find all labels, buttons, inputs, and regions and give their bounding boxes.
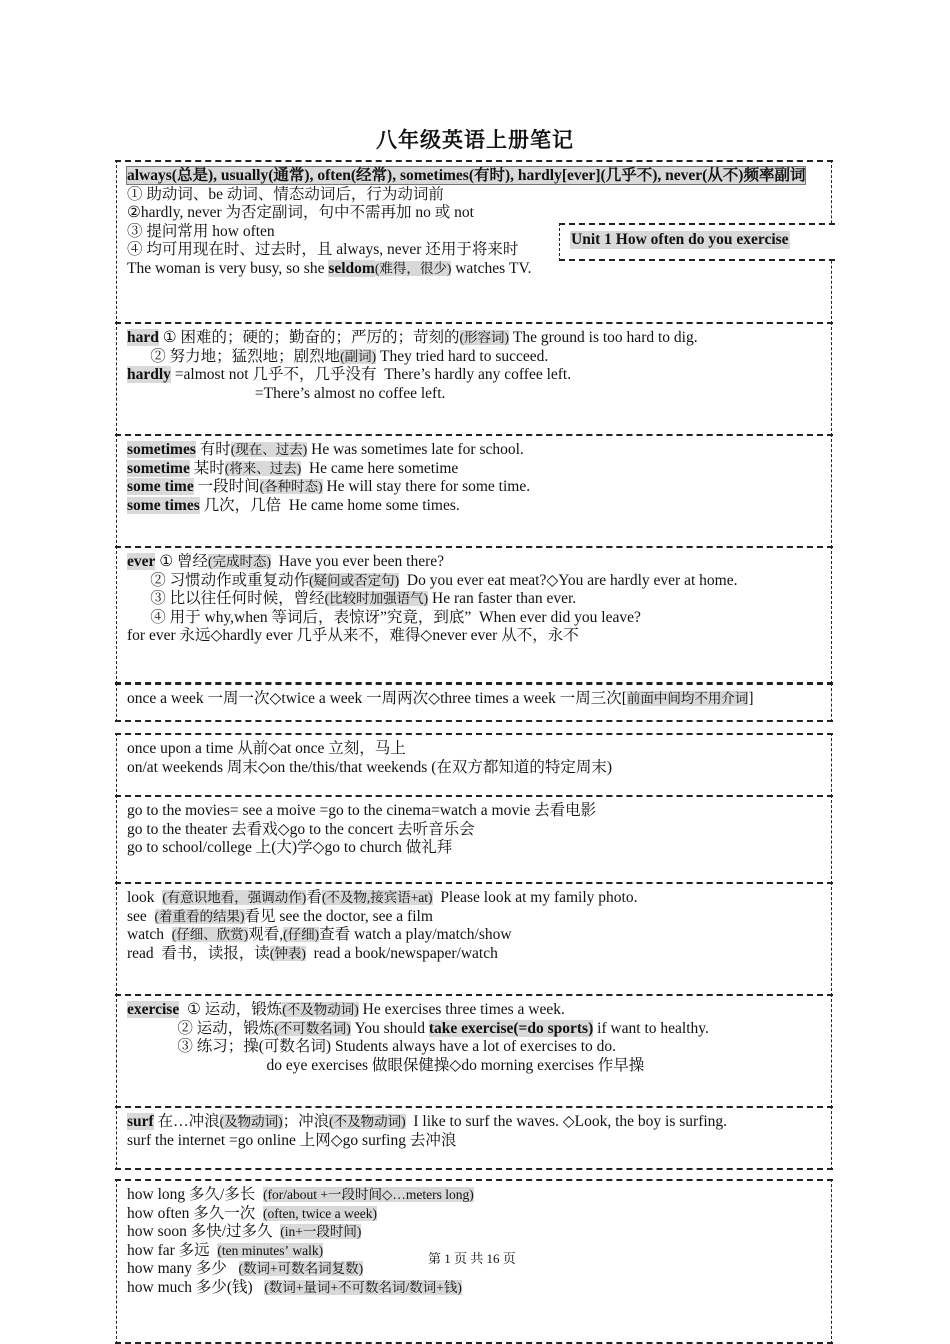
note-text: ③ 提问常用 how often xyxy=(127,222,275,240)
note-text: 观看, xyxy=(248,926,284,944)
note-line xyxy=(127,460,825,479)
note-text: on/at weekends 周末◇on the/this/that weekends (在双方都知道的特定周末) xyxy=(127,758,613,776)
note-line xyxy=(127,1223,825,1242)
note-text: ] xyxy=(748,690,754,707)
note-text: 某时 xyxy=(189,459,225,477)
note-line xyxy=(127,839,825,858)
highlighted-text: (着重看的结果) xyxy=(154,908,245,924)
unit-heading-box xyxy=(559,223,835,261)
highlighted-text: (完成时态) xyxy=(208,554,272,569)
note-text: Have you ever been there? xyxy=(271,553,445,570)
note-line xyxy=(127,609,825,628)
highlighted-text: (=do sports) xyxy=(513,1019,594,1037)
note-text: for ever 永远◇hardly ever 几乎从来不，难得◇never ever 从不，永不 xyxy=(127,627,579,645)
note-box-sometimes xyxy=(116,434,832,548)
note-text: look xyxy=(127,889,163,906)
note-line xyxy=(127,926,825,945)
highlighted-text: (仔细、欣赏) xyxy=(171,927,249,943)
note-text: ② 努力地；猛烈地；剧烈地 xyxy=(127,347,341,365)
note-line xyxy=(127,1057,825,1076)
note-text: go to the movies= see a moive =go to the cinema=watch a movie 去看电影 xyxy=(127,802,597,819)
highlighted-text: (副词) xyxy=(340,348,377,364)
note-line xyxy=(127,590,825,609)
note-text: 看见 see the doctor, see a film xyxy=(244,907,433,925)
highlighted-text: (不及物,接宾语+at) xyxy=(321,890,433,905)
note-line xyxy=(127,889,825,908)
note-text: ④ 用于 why,when 等词后，表惊讶”究竟，到底” When ever did you leave? xyxy=(127,608,641,626)
note-text: 有时 xyxy=(195,441,231,458)
note-line xyxy=(127,572,825,591)
note-line xyxy=(127,821,825,840)
note-text: go to the theater 去看戏◇go to the concert 去听音乐会 xyxy=(127,820,475,838)
highlighted-text: (有意识地看，强调动作) xyxy=(162,890,307,905)
note-text: once a week 一周一次◇twice a week 一周两次◇three times a week 一周三次[ xyxy=(127,690,627,707)
note-line xyxy=(127,186,825,205)
note-line xyxy=(127,1038,825,1057)
highlighted-text: (ten minutes’ walk) xyxy=(217,1242,324,1258)
highlighted-text: (数词+可数名词复数) xyxy=(238,1261,364,1277)
note-text: He ran faster than ever. xyxy=(428,590,577,608)
highlighted-text: sometimes xyxy=(127,441,196,458)
highlighted-text: (形容词) xyxy=(459,330,510,345)
note-box-ever xyxy=(116,546,832,684)
note-text: He came here sometime xyxy=(301,459,459,477)
highlighted-text: (各种时态) xyxy=(259,479,323,495)
note-text: He exercises three times a week. xyxy=(358,1001,565,1018)
note-line xyxy=(127,478,825,497)
highlighted-text: hardly xyxy=(127,366,171,384)
note-line xyxy=(127,167,825,186)
note-text: The woman is very busy, so she xyxy=(127,259,329,277)
note-line xyxy=(127,1113,825,1132)
note-text: ① 助动词、be 动词、情态动词后，行为动词前 xyxy=(127,185,444,203)
note-box-once-a-week xyxy=(116,683,832,722)
note-text: ②hardly, never 为否定副词，句中不需再加 no 或 not xyxy=(127,204,474,222)
note-text: The ground is too hard to dig. xyxy=(509,329,698,346)
note-text: how many 多少 xyxy=(127,1260,239,1278)
note-text: if want to healthy. xyxy=(593,1019,709,1037)
note-text: how often 多久一次 xyxy=(127,1204,264,1222)
note-text: go to school/college 上(大)学◇go to church 做礼拜 xyxy=(127,839,453,857)
highlighted-text: (疑问或否定句) xyxy=(309,572,400,588)
note-text: =almost not 几乎不，几乎没有 There’s hardly any coffee left. xyxy=(170,366,572,384)
note-text: 查看 watch a play/match/show xyxy=(319,926,512,944)
note-box-look-see-watch-read xyxy=(116,882,832,996)
note-box-once-upon-a-time xyxy=(116,733,832,797)
highlighted-text: (不及物动词) xyxy=(329,1114,406,1129)
highlighted-text: (数词+量词+不可数名词/数词+钱) xyxy=(264,1279,462,1295)
note-box-go-to xyxy=(116,795,832,884)
page-number: 第 1 页 共 16 页 xyxy=(428,1251,516,1266)
note-line xyxy=(127,553,825,572)
note-text: He will stay there for some time. xyxy=(322,478,531,496)
highlighted-text: hard xyxy=(127,329,159,346)
note-text: how much 多少(钱) xyxy=(127,1278,265,1296)
note-line xyxy=(127,1279,825,1298)
note-line xyxy=(127,1132,825,1151)
note-text: He was sometimes late for school. xyxy=(307,441,524,458)
note-text: =There’s almost no coffee left. xyxy=(127,384,446,402)
highlighted-text: (及物动词) xyxy=(219,1114,283,1129)
note-text: do eye exercises 做眼保健操◇do morning exercises 作早操 xyxy=(127,1056,645,1074)
note-text: 看 xyxy=(306,889,322,906)
note-text: how far 多远 xyxy=(127,1241,218,1259)
highlighted-text: some times xyxy=(127,496,200,514)
highlighted-text: take exercise xyxy=(428,1019,514,1037)
note-text: 在…冲浪 xyxy=(153,1113,220,1130)
highlighted-text: always(总是), usually(通常), often(经常), sometimes(有时), hardly[ever](几乎不), never(从不)频率副词 xyxy=(127,167,806,184)
highlighted-text: (将来、过去) xyxy=(224,460,302,476)
page-title: 八年级英语上册笔记 xyxy=(376,128,574,152)
note-line xyxy=(127,690,825,709)
note-text: They tried hard to succeed. xyxy=(376,347,549,365)
note-box-hard xyxy=(116,322,832,436)
highlighted-text: seldom xyxy=(328,259,375,277)
note-text: watch xyxy=(127,926,172,944)
highlighted-text: ever xyxy=(127,553,156,570)
highlighted-text: (often, twice a week) xyxy=(263,1205,377,1221)
note-text: ① 运动，锻炼 xyxy=(179,1001,283,1018)
note-line xyxy=(127,366,825,385)
note-text: ① 困难的；硬的；勤奋的；严厉的；苛刻的 xyxy=(158,329,460,346)
highlighted-text: (in+一段时间) xyxy=(280,1224,362,1240)
highlighted-text: (现在、过去) xyxy=(230,442,308,457)
note-text: how long 多久/多长 xyxy=(127,1186,264,1203)
note-text: ；冲浪 xyxy=(282,1113,330,1130)
note-text: ① 曾经 xyxy=(155,553,209,570)
note-text: see xyxy=(127,907,155,925)
note-line xyxy=(127,759,825,778)
note-line xyxy=(127,441,825,460)
note-line xyxy=(127,627,825,646)
note-line xyxy=(127,945,825,964)
note-line xyxy=(127,1205,825,1224)
note-line xyxy=(127,740,825,759)
note-text: ② 习惯动作或重复动作 xyxy=(127,571,310,589)
highlighted-text: some time xyxy=(127,478,194,496)
note-text: ③ 练习；操(可数名词) Students always have a lot of exercises to do. xyxy=(127,1038,617,1056)
note-line xyxy=(127,348,825,367)
note-line xyxy=(127,1186,825,1205)
note-text: read 看书，读报，读 xyxy=(127,944,270,962)
note-line xyxy=(127,802,825,821)
note-text: surf the internet =go online 上网◇go surfing 去冲浪 xyxy=(127,1131,457,1149)
note-line xyxy=(127,329,825,348)
highlighted-text: sometime xyxy=(127,459,190,477)
note-box-surf xyxy=(116,1106,832,1170)
highlighted-text: (比较时加强语气) xyxy=(324,591,429,607)
note-text: You should xyxy=(350,1019,429,1037)
note-text: ③ 比以往任何时候，曾经 xyxy=(127,590,325,608)
note-text: Do you ever eat meat?◇You are hardly ever at home. xyxy=(399,571,738,589)
note-line xyxy=(127,204,825,223)
note-text: read a book/newspaper/watch xyxy=(305,944,498,962)
note-line xyxy=(127,908,825,927)
note-line xyxy=(127,1020,825,1039)
highlighted-text: (钟表) xyxy=(269,945,306,961)
unit-heading: Unit 1 How often do you exercise xyxy=(571,231,789,248)
note-text: 一段时间 xyxy=(193,478,260,496)
note-box-exercise xyxy=(116,994,832,1108)
highlighted-text: surf xyxy=(127,1113,154,1130)
note-line xyxy=(127,260,825,279)
note-text: how soon 多快/过多久 xyxy=(127,1223,281,1241)
note-text: watches TV. xyxy=(451,259,532,277)
highlighted-text: (不及物动词) xyxy=(282,1002,359,1017)
highlighted-text: (难得，很少) xyxy=(374,260,452,276)
highlighted-text: 前面中间均不用介词 xyxy=(626,691,749,706)
highlighted-text: (for/about +一段时间◇…meters long) xyxy=(263,1187,474,1202)
note-text: ④ 均可用现在时、过去时，且 always, never 还用于将来时 xyxy=(127,241,519,259)
note-line xyxy=(127,385,825,404)
highlighted-text: (不可数名词) xyxy=(274,1020,351,1036)
note-text: once upon a time 从前◇at once 立刻，马上 xyxy=(127,740,406,757)
highlighted-text: (仔细) xyxy=(283,927,320,943)
highlighted-text: exercise xyxy=(127,1001,180,1018)
note-text: ② 运动，锻炼 xyxy=(127,1019,275,1037)
note-line xyxy=(127,497,825,516)
note-text: 几次，几倍 He came home some times. xyxy=(199,496,460,514)
note-line xyxy=(127,1001,825,1020)
note-text: I like to surf the waves. ◇Look, the boy is surfing. xyxy=(405,1113,728,1130)
note-text: Please look at my family photo. xyxy=(432,889,638,906)
